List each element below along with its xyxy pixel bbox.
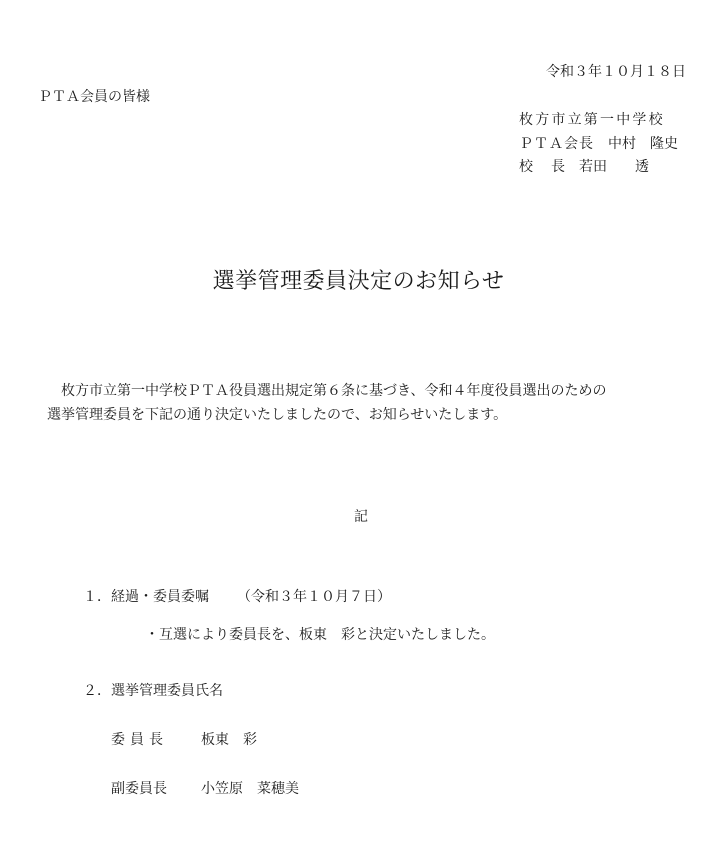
pta-chair-role: ＰＴＡ会長 — [519, 135, 594, 152]
member-role: 副委員長 — [111, 781, 167, 797]
member-name: 板東 彩 — [201, 732, 257, 748]
section-1-bullet: ・互選により委員長を、板東 彩と決定いたしました。 — [145, 627, 495, 643]
section-1-date: （令和３年１０月７日） — [237, 589, 391, 605]
sender-organization: 枚方市立第一中学校 — [519, 112, 665, 128]
document-title: 選挙管理委員決定のお知らせ — [212, 269, 505, 294]
body-line-2: 選挙管理委員を下記の通り決定いたしましたので、お知らせいたします。 — [47, 407, 508, 423]
pta-chair-name: 中村 隆史 — [608, 135, 678, 152]
member-role: 委員長 — [111, 732, 168, 748]
member-row — [111, 733, 257, 747]
body-paragraph — [47, 384, 687, 432]
principal-role: 校長 — [519, 159, 583, 175]
sender-block — [519, 113, 678, 184]
section-2-heading: ２．選挙管理委員氏名 — [83, 683, 223, 699]
section-1-heading — [83, 590, 391, 604]
issue-date: 令和３年１０月１８日 — [546, 64, 686, 80]
body-line-1: 枚方市立第一中学校ＰＴＡ役員選出規定第６条に基づき、令和４年度役員選出のための — [61, 383, 607, 399]
sender-pta-chair — [519, 137, 678, 161]
member-row — [111, 782, 299, 796]
addressee: ＰＴＡ会員の皆様 — [38, 89, 150, 105]
section-1-title: １．経過・委員委嘱 — [83, 589, 209, 605]
sender-principal — [519, 160, 678, 184]
ki-marker: 記 — [354, 509, 368, 525]
member-name: 小笠原 菜穂美 — [201, 781, 299, 797]
principal-name: 若田 透 — [579, 159, 649, 175]
